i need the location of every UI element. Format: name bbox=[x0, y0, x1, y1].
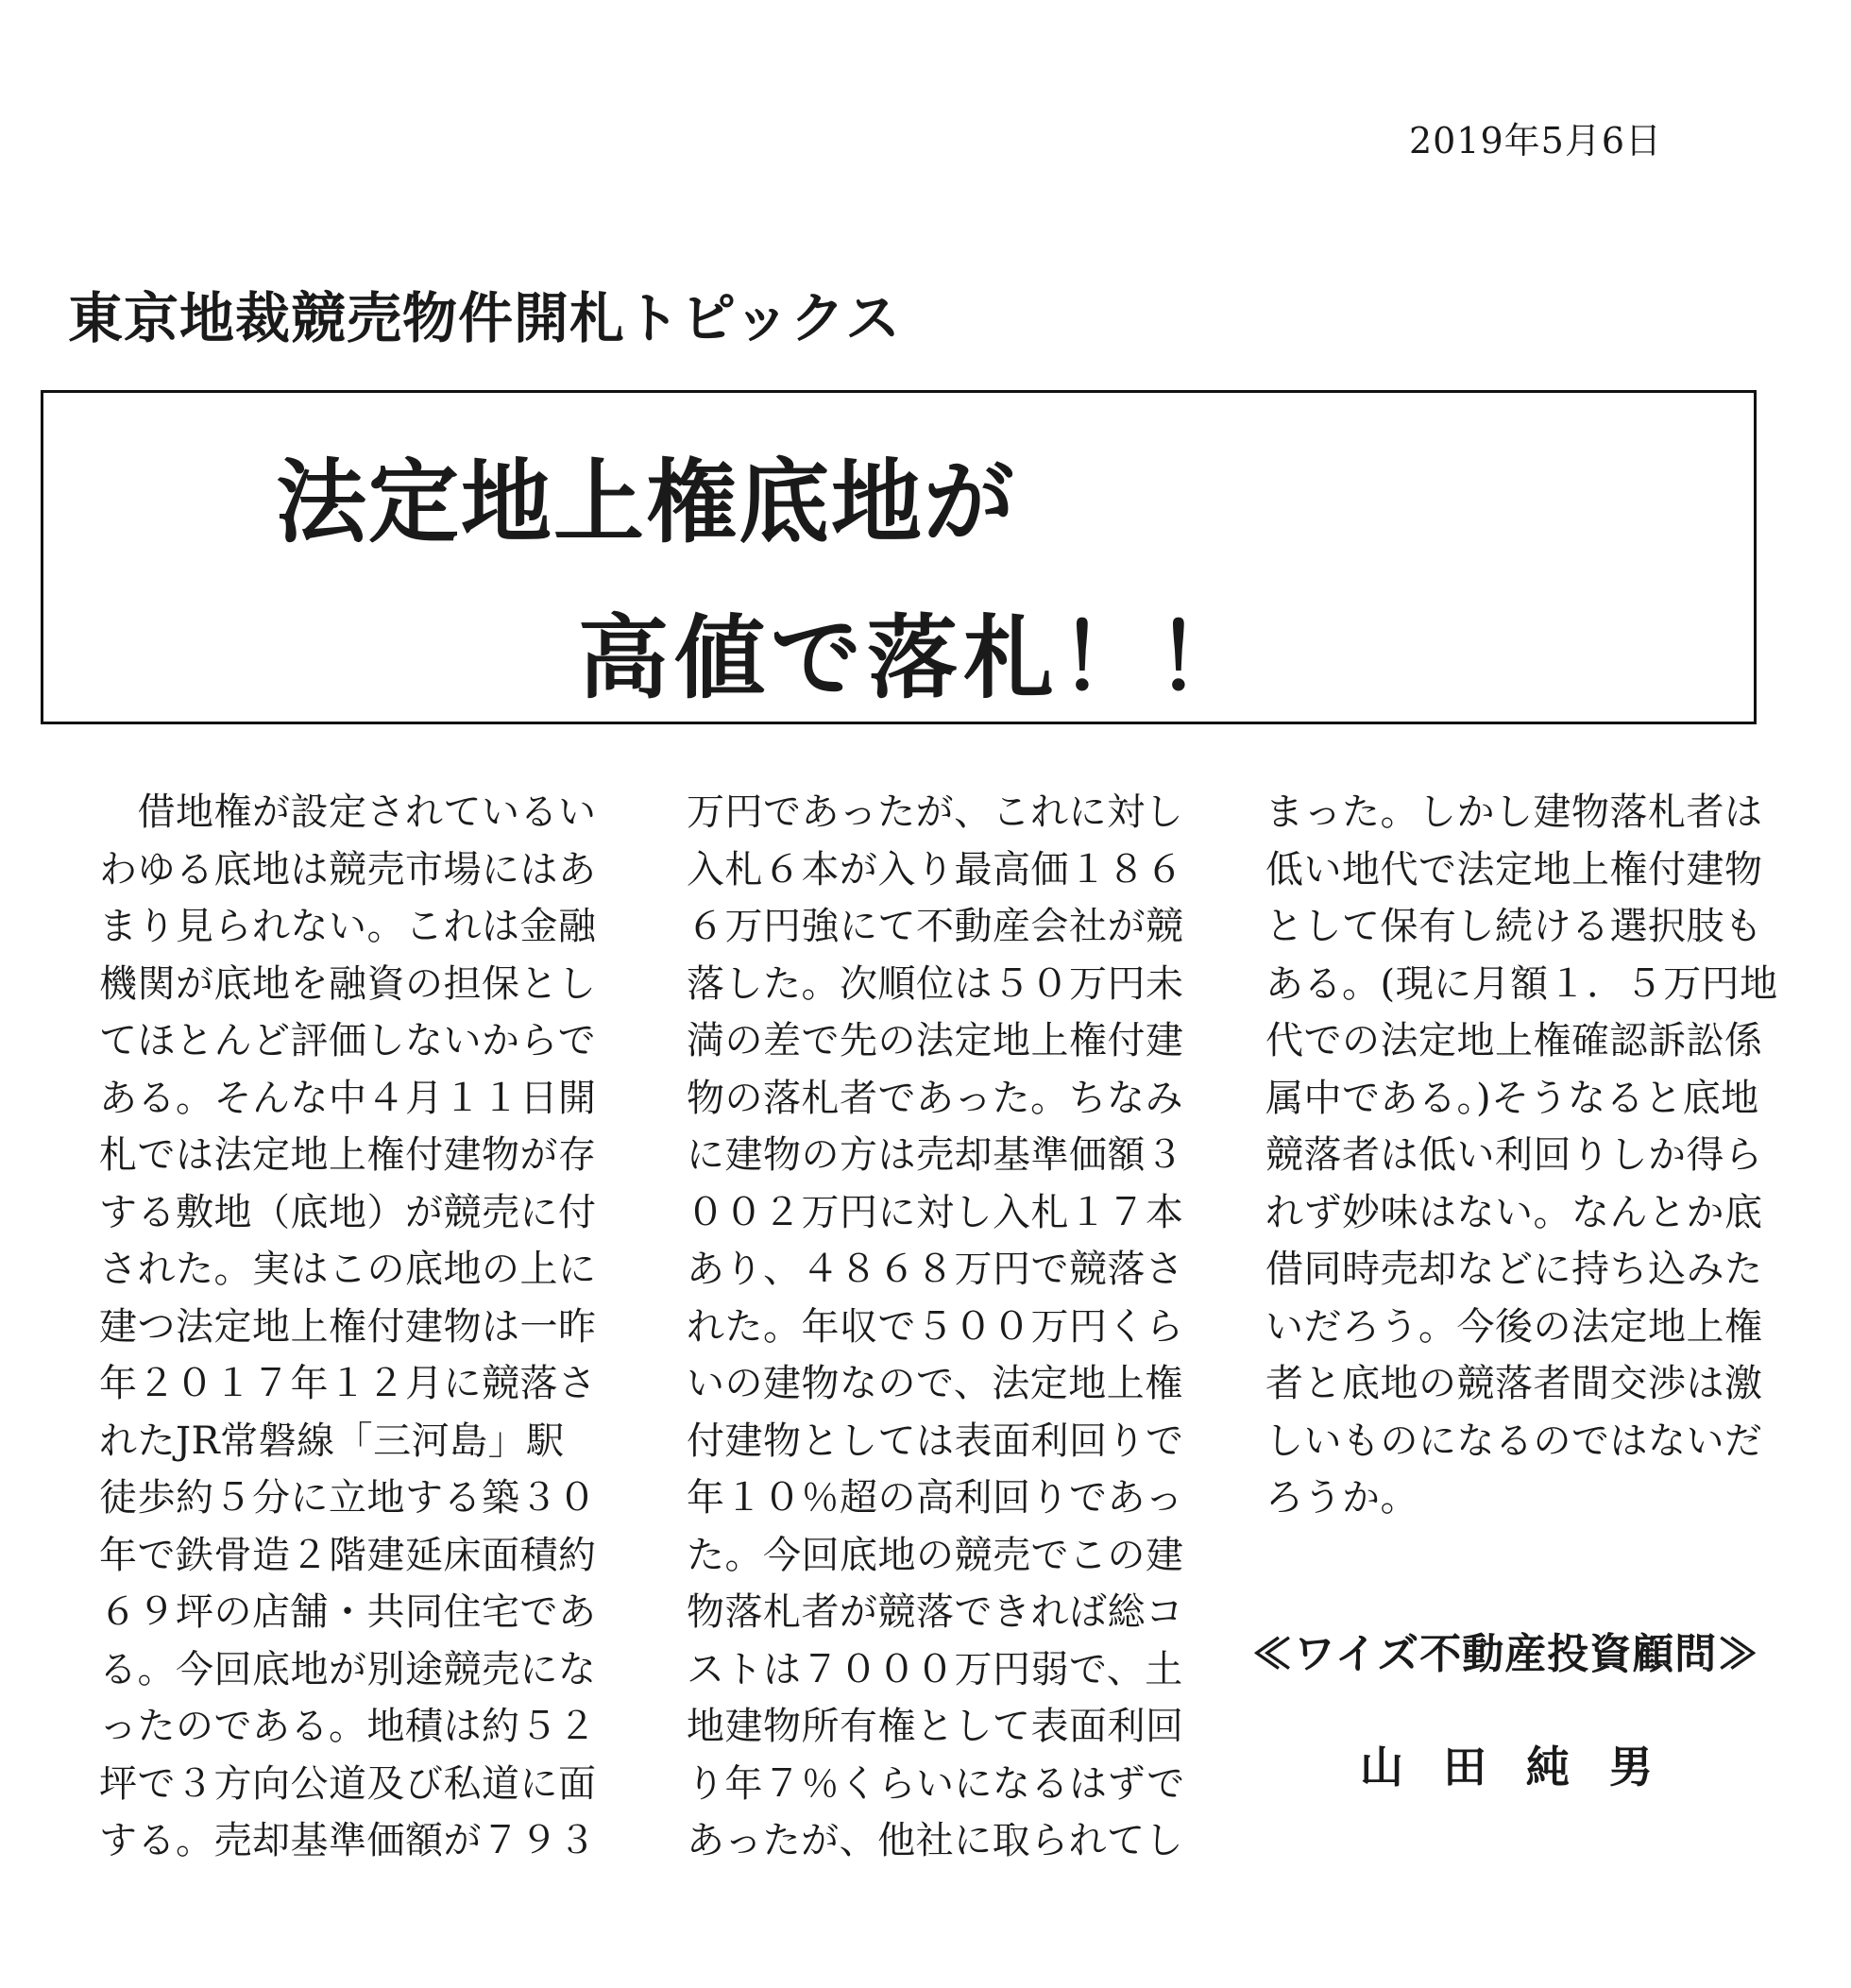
publication-date: 2019年5月6日 bbox=[1408, 120, 1662, 161]
article-line: れた。年収で５００万円くら bbox=[687, 1304, 1184, 1349]
headline-line-1: 法定地上権底地が bbox=[276, 450, 1016, 555]
article-line: ろうか。 bbox=[1265, 1476, 1418, 1520]
author-name: 山田純男 bbox=[1360, 1742, 1692, 1793]
article-line: ６万円強にて不動産会社が競 bbox=[687, 905, 1184, 948]
article-line: 借地権が設定されているい bbox=[99, 790, 597, 834]
article-line: 札では法定地上権付建物が存 bbox=[99, 1133, 597, 1177]
article-line: 徒歩約５分に立地する築３０ bbox=[99, 1476, 597, 1520]
article-line: ある。そんな中４月１１日開 bbox=[99, 1076, 597, 1120]
article-line: てほとんど評価しないからで bbox=[99, 1019, 597, 1062]
article-line: た。今回底地の競売でこの建 bbox=[687, 1533, 1184, 1577]
article-line: 者と底地の競落者間交渉は激 bbox=[1265, 1362, 1763, 1405]
article-line: いだろう。今後の法定地上権 bbox=[1265, 1304, 1763, 1349]
article-line: あり、４８６８万円で競落さ bbox=[687, 1248, 1184, 1291]
article-line: 満の差で先の法定地上権付建 bbox=[687, 1019, 1184, 1062]
article-line: 低い地代で法定地上権付建物 bbox=[1265, 847, 1763, 892]
article-line: として保有し続ける選択肢も bbox=[1265, 905, 1763, 948]
article-line: ００２万円に対し入札１７本 bbox=[687, 1190, 1184, 1234]
article-line: ったのである。地積は約５２ bbox=[99, 1705, 597, 1748]
article-line: 年２０１７年１２月に競落さ bbox=[99, 1362, 597, 1405]
headline-box bbox=[41, 390, 1757, 724]
article-line: 物の落札者であった。ちなみ bbox=[687, 1076, 1184, 1120]
article-line: 建つ法定地上権付建物は一昨 bbox=[99, 1304, 597, 1349]
article-line: まった。しかし建物落札者は bbox=[1265, 790, 1763, 834]
article-line: ６９坪の店舗・共同住宅であ bbox=[99, 1590, 597, 1634]
article-line: しいものになるのではないだ bbox=[1265, 1419, 1763, 1463]
article-line: れず妙味はない。なんとか底 bbox=[1265, 1190, 1763, 1234]
article-line: 坪で３方向公道及び私道に面 bbox=[99, 1761, 597, 1806]
article-line: 付建物としては表面利回りで bbox=[687, 1419, 1184, 1463]
article-column-1 bbox=[99, 784, 597, 1870]
article-line: 属中である。)そうなると底地 bbox=[1265, 1076, 1759, 1120]
article-line: ストは７０００万円弱で、土 bbox=[687, 1647, 1183, 1691]
article-line: 機関が底地を融資の担保とし bbox=[99, 961, 597, 1006]
article-line: する敷地（底地）が競売に付 bbox=[99, 1190, 597, 1234]
article-line: 借同時売却などに持ち込みた bbox=[1265, 1248, 1763, 1291]
article-line: る。今回底地が別途競売にな bbox=[99, 1647, 597, 1691]
article-line: する。売却基準価額が７９３ bbox=[99, 1819, 597, 1862]
article-line: ある。(現に月額１．５万円地 bbox=[1265, 961, 1778, 1006]
article-line: り年７％くらいになるはずで bbox=[687, 1761, 1185, 1806]
article-line: 競落者は低い利回りしか得ら bbox=[1265, 1133, 1763, 1177]
article-line: 代での法定地上権確認訴訟係 bbox=[1265, 1019, 1763, 1062]
headline-line-2: 高値で落札！！ bbox=[578, 605, 1252, 711]
article-column-3 bbox=[1265, 784, 1778, 1527]
article-line: された。実はこの底地の上に bbox=[99, 1248, 597, 1291]
article-line: れたJR常磐線「三河島」駅 bbox=[99, 1419, 565, 1463]
section-title: 東京地裁競売物件開札トピックス bbox=[68, 286, 902, 350]
article-line: 物落札者が競落できれば総コ bbox=[687, 1590, 1184, 1634]
article-line: あったが、他社に取られてし bbox=[687, 1819, 1184, 1862]
article-line: 年で鉄骨造２階建延床面積約 bbox=[99, 1533, 597, 1577]
article-line: 年１０％超の高利回りであっ bbox=[687, 1476, 1184, 1520]
article-column-2 bbox=[687, 784, 1185, 1870]
article-line: 落した。次順位は５０万円未 bbox=[687, 961, 1184, 1006]
firm-name: ≪ワイズ不動産投資顧問≫ bbox=[1251, 1630, 1760, 1678]
article-line: まり見られない。これは金融 bbox=[99, 905, 597, 948]
article-line: 地建物所有権として表面利回 bbox=[687, 1705, 1184, 1748]
article-line: いの建物なので、法定地上権 bbox=[687, 1362, 1183, 1405]
article-line: 入札６本が入り最高価１８６ bbox=[687, 847, 1184, 892]
article-line: 万円であったが、これに対し bbox=[687, 790, 1184, 834]
article-line: わゆる底地は競売市場にはあ bbox=[99, 847, 597, 892]
article-line: に建物の方は売却基準価額３ bbox=[687, 1133, 1184, 1177]
